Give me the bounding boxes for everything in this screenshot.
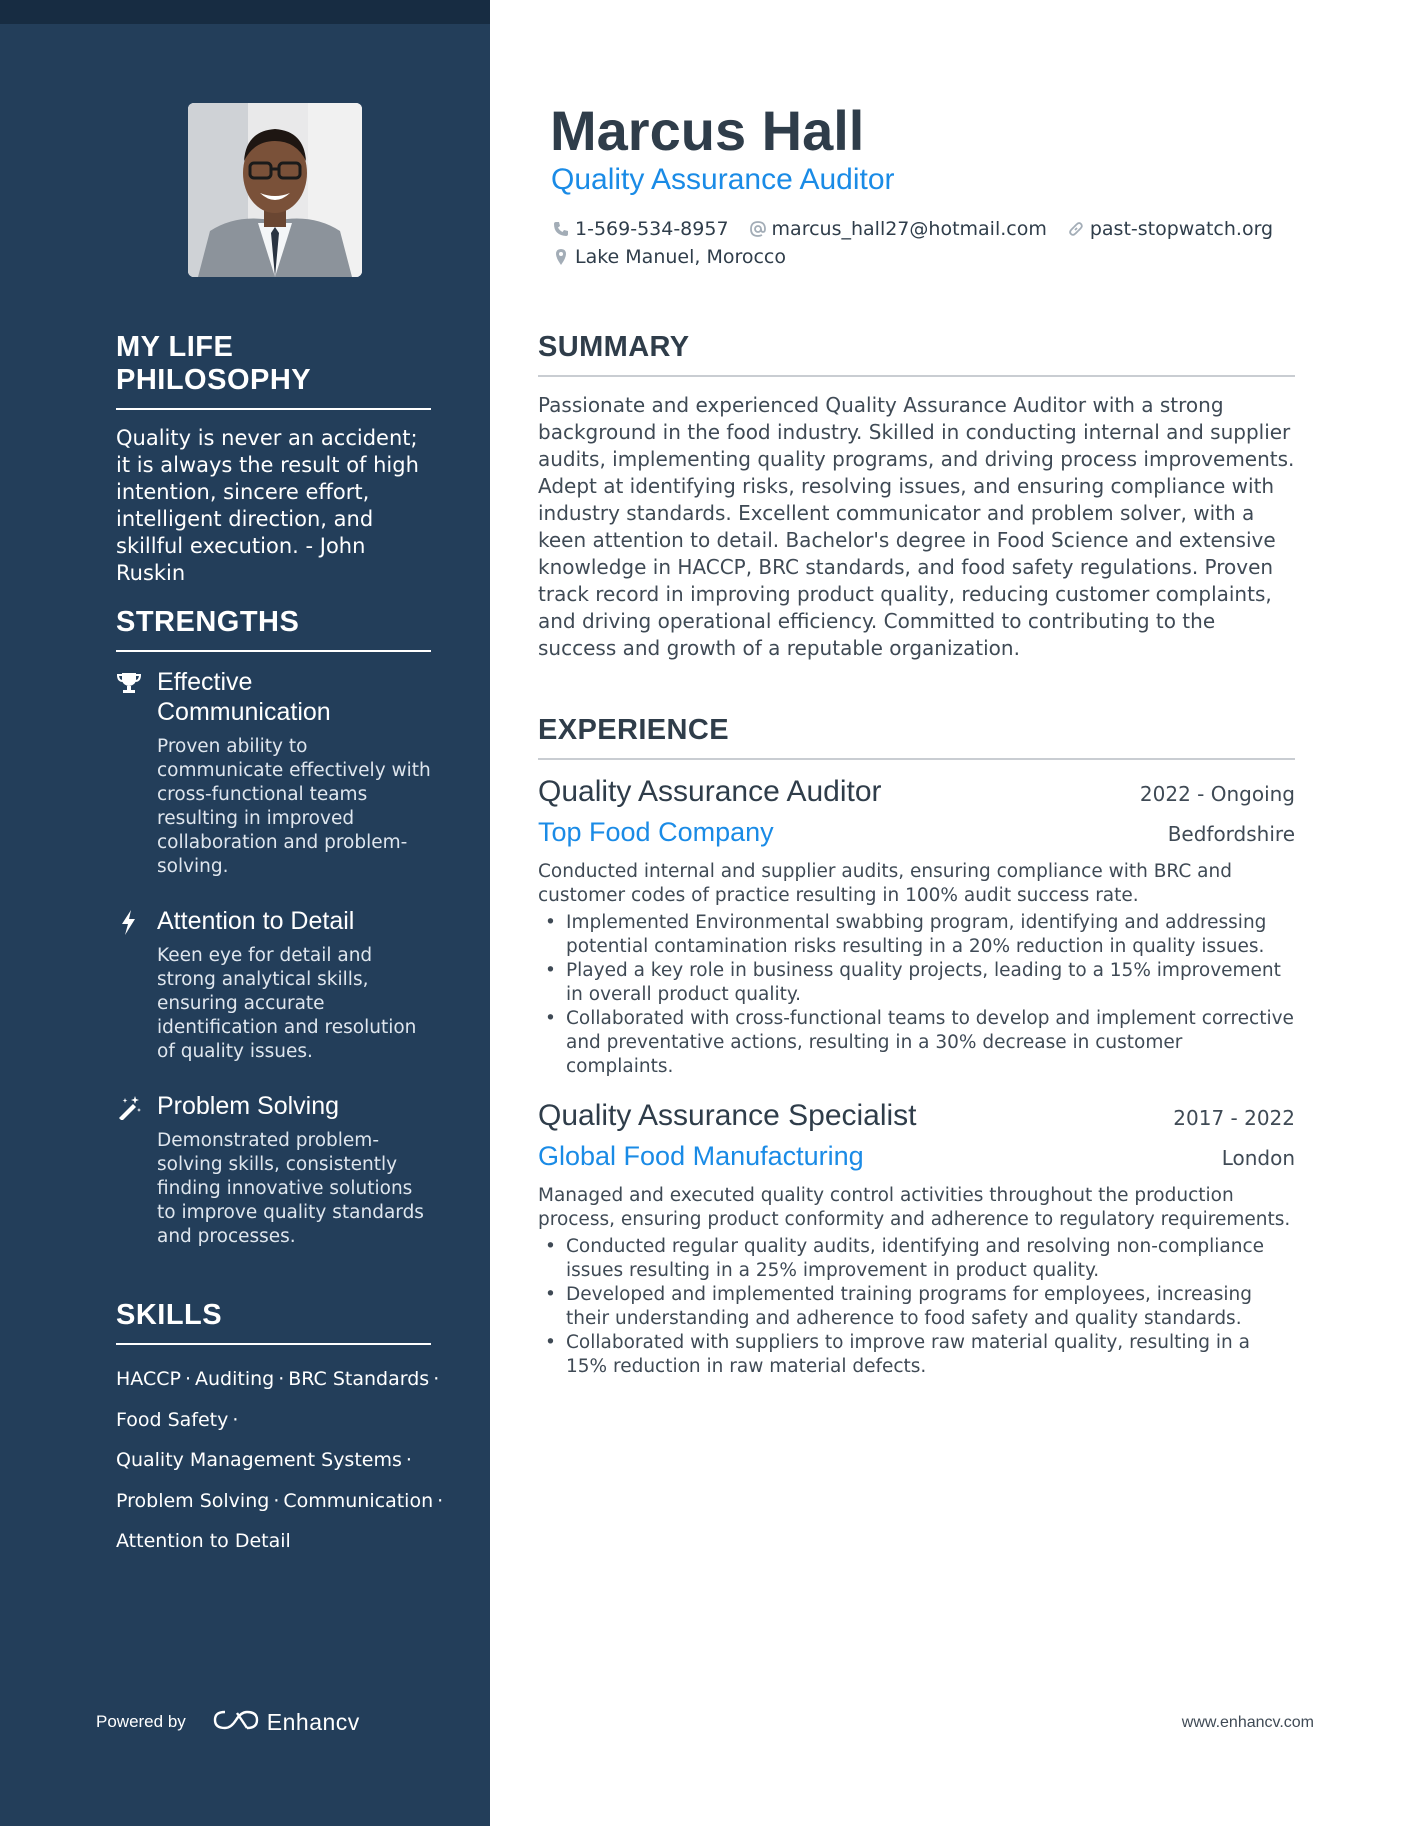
philosophy-section xyxy=(116,331,431,587)
strength-title: Attention to Detail xyxy=(157,907,355,935)
magic-wand-icon xyxy=(116,1094,144,1122)
phone-number: 1-569-534-8957 xyxy=(575,218,729,240)
strength-description: Proven ability to communicate effectively with cross-functional teams resulting in improved collaboration and problem-solving. xyxy=(157,736,431,877)
strength-item xyxy=(116,667,431,879)
strength-item xyxy=(116,1091,431,1249)
strength-title: Effective Communication xyxy=(157,668,331,726)
skill-tag: Auditing xyxy=(195,1368,275,1390)
strengths-heading: STRENGTHS xyxy=(116,606,431,652)
strength-title: Problem Solving xyxy=(157,1092,340,1120)
job-bullet: • Developed and implemented training programs for employees, increasing their understanding and adherence to food safety and quality standards. xyxy=(538,1283,1295,1331)
sidebar-top-bar xyxy=(0,0,490,24)
contact-row xyxy=(552,218,1293,240)
skill-tag: BRC Standards xyxy=(288,1368,430,1390)
skills-list: HACCP · Auditing · BRC Standards · Food Safety · Quality Management Systems · Problem Solving · Communication · Attention to Detail xyxy=(116,1368,444,1552)
job-bullet: • Played a key role in business quality projects, leading to a 15% improvement in overall product quality. xyxy=(538,959,1295,1007)
strengths-section xyxy=(116,606,431,1249)
sidebar xyxy=(0,0,490,1826)
contact-phone[interactable] xyxy=(552,218,729,240)
job-dates: 2017 - 2022 xyxy=(1173,1106,1295,1130)
footer-website[interactable]: www.enhancv.com xyxy=(1181,1714,1314,1731)
powered-by xyxy=(96,1708,360,1736)
strength-description: Demonstrated problem-solving skills, consistently finding innovative solutions to improve quality standards and processes. xyxy=(157,1130,424,1247)
skill-tag: Food Safety xyxy=(116,1408,229,1431)
job-entry xyxy=(538,1099,1295,1379)
skill-tag: Problem Solving xyxy=(116,1489,270,1512)
contact-row-location xyxy=(552,246,806,268)
experience-section xyxy=(538,714,1295,1379)
enhancv-wordmark: Enhancv xyxy=(266,1708,360,1735)
job-bullet: • Conducted regular quality audits, identifying and resolving non-compliance issues resulting in a 25% improvement in product quality. xyxy=(538,1235,1295,1283)
job-bullet: • Collaborated with suppliers to improve raw material quality, resulting in a 15% reduction in raw material defects. xyxy=(538,1331,1295,1379)
job-description: Conducted internal and supplier audits, ensuring compliance with BRC and customer codes of practice resulting in 100% audit success rate. xyxy=(538,861,1232,906)
trophy-icon xyxy=(116,670,144,698)
job-company[interactable]: Top Food Company xyxy=(538,817,774,847)
phone-icon xyxy=(552,220,570,238)
website-url: past-stopwatch.org xyxy=(1089,218,1274,240)
skills-section xyxy=(116,1299,451,1562)
job-dates: 2022 - Ongoing xyxy=(1139,782,1295,806)
email-address: marcus_hall27@hotmail.com xyxy=(771,218,1047,240)
candidate-name: Marcus Hall xyxy=(550,99,865,162)
job-entry xyxy=(538,775,1295,1079)
summary-text: Passionate and experienced Quality Assurance Auditor with a strong background in the food industry. Skilled in conducting internal and supplier audits, implementing quality programs, and driving process improvements. Adept at identifying risks, resolving issues, and ensuring compliance with industry standards. Excellent communicator and problem solver, with a keen attention to detail. Bachelor's degree in Food Science and extensive knowledge in HACCP, BRC standards, and food safety regulations. Proven track record in improving product quality, reducing customer complaints, and driving operational efficiency. Committed to contributing to the success and growth of a reputable organization. xyxy=(538,393,1295,660)
job-title: Quality Assurance Auditor xyxy=(538,775,882,808)
skills-heading: SKILLS xyxy=(116,1299,431,1345)
job-description: Managed and executed quality control activities throughout the production process, ensuring product conformity and adherence to regulatory requirements. xyxy=(538,1185,1291,1230)
skill-tag: HACCP xyxy=(116,1368,181,1390)
job-location: London xyxy=(1221,1146,1295,1170)
strength-item xyxy=(116,906,431,1064)
job-location: Bedfordshire xyxy=(1167,822,1295,846)
strength-description: Keen eye for detail and strong analytical skills, ensuring accurate identification and resolution of quality issues. xyxy=(157,945,417,1062)
job-bullets xyxy=(538,911,1295,1079)
link-icon xyxy=(1067,220,1085,238)
job-bullet: • Implemented Environmental swabbing program, identifying and addressing potential contamination risks resulting in a 20% reduction in quality issues. xyxy=(538,911,1295,959)
location-text: Lake Manuel, Morocco xyxy=(575,246,787,268)
job-bullets xyxy=(538,1235,1295,1379)
job-company[interactable]: Global Food Manufacturing xyxy=(538,1141,864,1171)
profile-photo xyxy=(188,103,362,277)
location-pin-icon xyxy=(552,248,570,266)
candidate-title: Quality Assurance Auditor xyxy=(551,163,895,196)
job-title: Quality Assurance Specialist xyxy=(538,1099,917,1132)
enhancv-mark-icon xyxy=(213,1708,259,1736)
at-icon xyxy=(749,220,767,238)
philosophy-heading: MY LIFE PHILOSOPHY xyxy=(116,331,431,410)
experience-heading: EXPERIENCE xyxy=(538,714,1295,760)
contact-website[interactable] xyxy=(1067,218,1273,240)
contact-location xyxy=(552,246,786,268)
job-bullet: • Collaborated with cross-functional teams to develop and implement corrective and preventative actions, resulting in a 30% decrease in customer complaints. xyxy=(538,1007,1295,1079)
bolt-icon xyxy=(116,909,144,937)
summary-section xyxy=(538,331,1295,662)
skill-tag: Communication xyxy=(283,1489,434,1512)
powered-by-label: Powered by xyxy=(96,1712,186,1731)
philosophy-quote: Quality is never an accident; it is always the result of high intention, sincere effort, intelligent direction, and skillful execution. - John Ruskin xyxy=(116,426,419,585)
summary-heading: SUMMARY xyxy=(538,331,1295,377)
contact-email[interactable] xyxy=(749,218,1047,240)
skill-tag: Quality Management Systems xyxy=(116,1449,402,1471)
enhancv-logo[interactable] xyxy=(213,1708,360,1736)
skill-tag: Attention to Detail xyxy=(116,1530,291,1552)
